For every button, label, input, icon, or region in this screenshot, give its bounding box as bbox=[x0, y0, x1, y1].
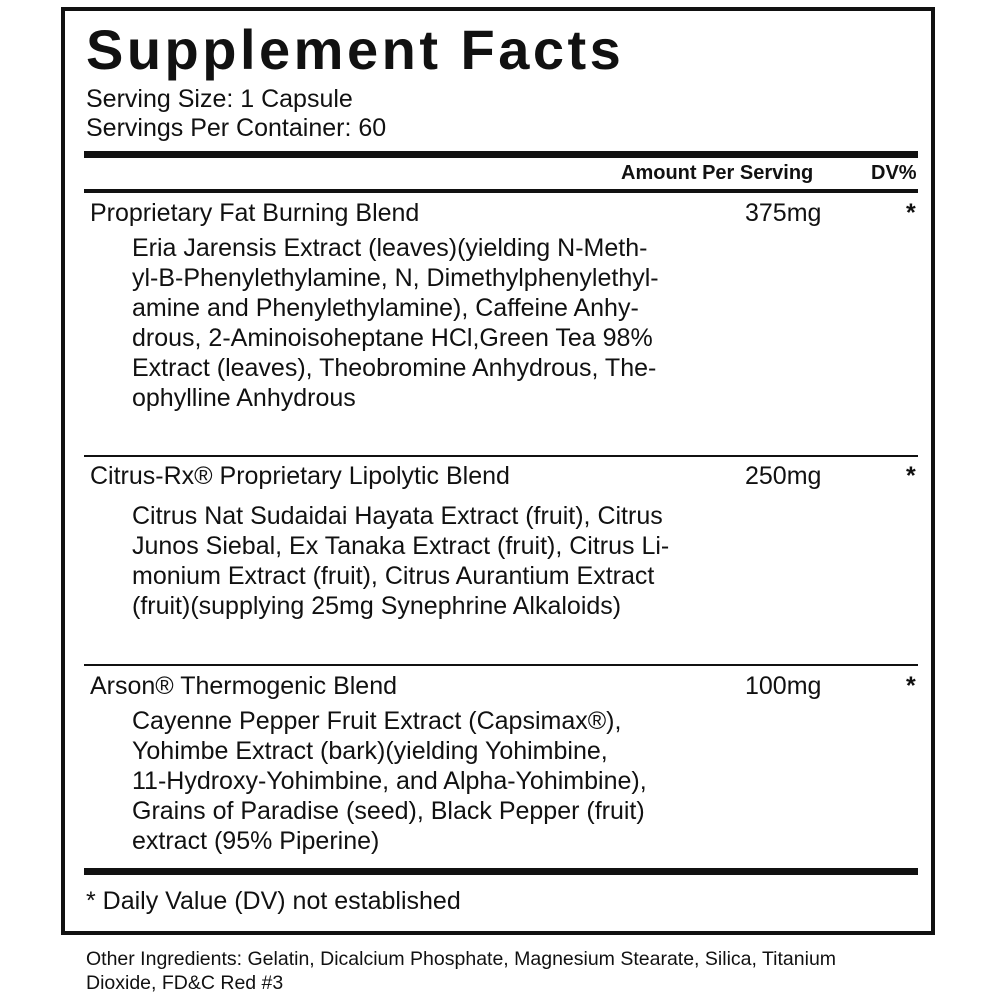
ingredient-line: extract (95% Piperine) bbox=[132, 827, 380, 855]
other-ingredients-line: Other Ingredients: Gelatin, Dicalcium Phosphate, Magnesium Stearate, Silica, Titanium bbox=[86, 948, 837, 970]
ingredient-line: Grains of Paradise (seed), Black Pepper (fruit) bbox=[132, 797, 645, 825]
ingredient-line: monium Extract (fruit), Citrus Aurantium Extract bbox=[132, 562, 655, 590]
amount-per-serving-header: Amount Per Serving bbox=[621, 162, 814, 184]
blend-name: Proprietary Fat Burning Blend bbox=[90, 199, 420, 227]
ingredient-line: Citrus Nat Sudaidai Hayata Extract (fruit), Citrus bbox=[132, 502, 663, 530]
panel-title: Supplement Facts bbox=[86, 18, 625, 81]
blend-divider bbox=[84, 455, 918, 457]
ingredient-line: Yohimbe Extract (bark)(yielding Yohimbine, bbox=[132, 737, 608, 765]
ingredient-line: drous, 2-Aminoisoheptane HCl,Green Tea 98% bbox=[132, 324, 653, 352]
dv-header: DV% bbox=[871, 162, 917, 184]
ingredient-line: (fruit)(supplying 25mg Synephrine Alkaloids) bbox=[132, 592, 622, 620]
blend-name: Citrus-Rx® Proprietary Lipolytic Blend bbox=[90, 462, 510, 490]
dv-footnote: * Daily Value (DV) not established bbox=[86, 887, 461, 915]
ingredient-line: amine and Phenylethylamine), Caffeine Anhy- bbox=[132, 294, 639, 322]
blend-ingredients bbox=[132, 233, 752, 413]
blend-ingredients bbox=[132, 706, 752, 856]
other-ingredients-line: Dioxide, FD&C Red #3 bbox=[86, 972, 284, 994]
blend-dv-asterisk: * bbox=[906, 199, 916, 227]
ingredient-line: Junos Siebal, Ex Tanaka Extract (fruit), Citrus Li- bbox=[132, 532, 670, 560]
blend-name: Arson® Thermogenic Blend bbox=[90, 672, 398, 700]
ingredient-line: ophylline Anhydrous bbox=[132, 384, 356, 412]
blend-amount: 375mg bbox=[745, 199, 822, 227]
blend-divider bbox=[84, 664, 918, 666]
blend-ingredients bbox=[132, 501, 752, 621]
ingredient-line: 11-Hydroxy-Yohimbine, and Alpha-Yohimbine), bbox=[132, 767, 647, 795]
header-rule bbox=[84, 189, 918, 193]
blend-amount: 250mg bbox=[745, 462, 822, 490]
servings-per-container: Servings Per Container: 60 bbox=[86, 114, 387, 142]
blend-amount: 100mg bbox=[745, 672, 822, 700]
ingredient-line: Cayenne Pepper Fruit Extract (Capsimax®), bbox=[132, 707, 622, 735]
blend-dv-asterisk: * bbox=[906, 462, 916, 490]
other-ingredients bbox=[86, 947, 836, 995]
ingredient-line: yl-B-Phenylethylamine, N, Dimethylphenylethyl- bbox=[132, 264, 659, 292]
thick-rule-top bbox=[84, 151, 918, 158]
blend-dv-asterisk: * bbox=[906, 672, 916, 700]
thick-rule-bottom bbox=[84, 868, 918, 875]
ingredient-line: Extract (leaves), Theobromine Anhydrous, The- bbox=[132, 354, 657, 382]
ingredient-line: Eria Jarensis Extract (leaves)(yielding N-Meth- bbox=[132, 234, 648, 262]
serving-size: Serving Size: 1 Capsule bbox=[86, 85, 353, 113]
